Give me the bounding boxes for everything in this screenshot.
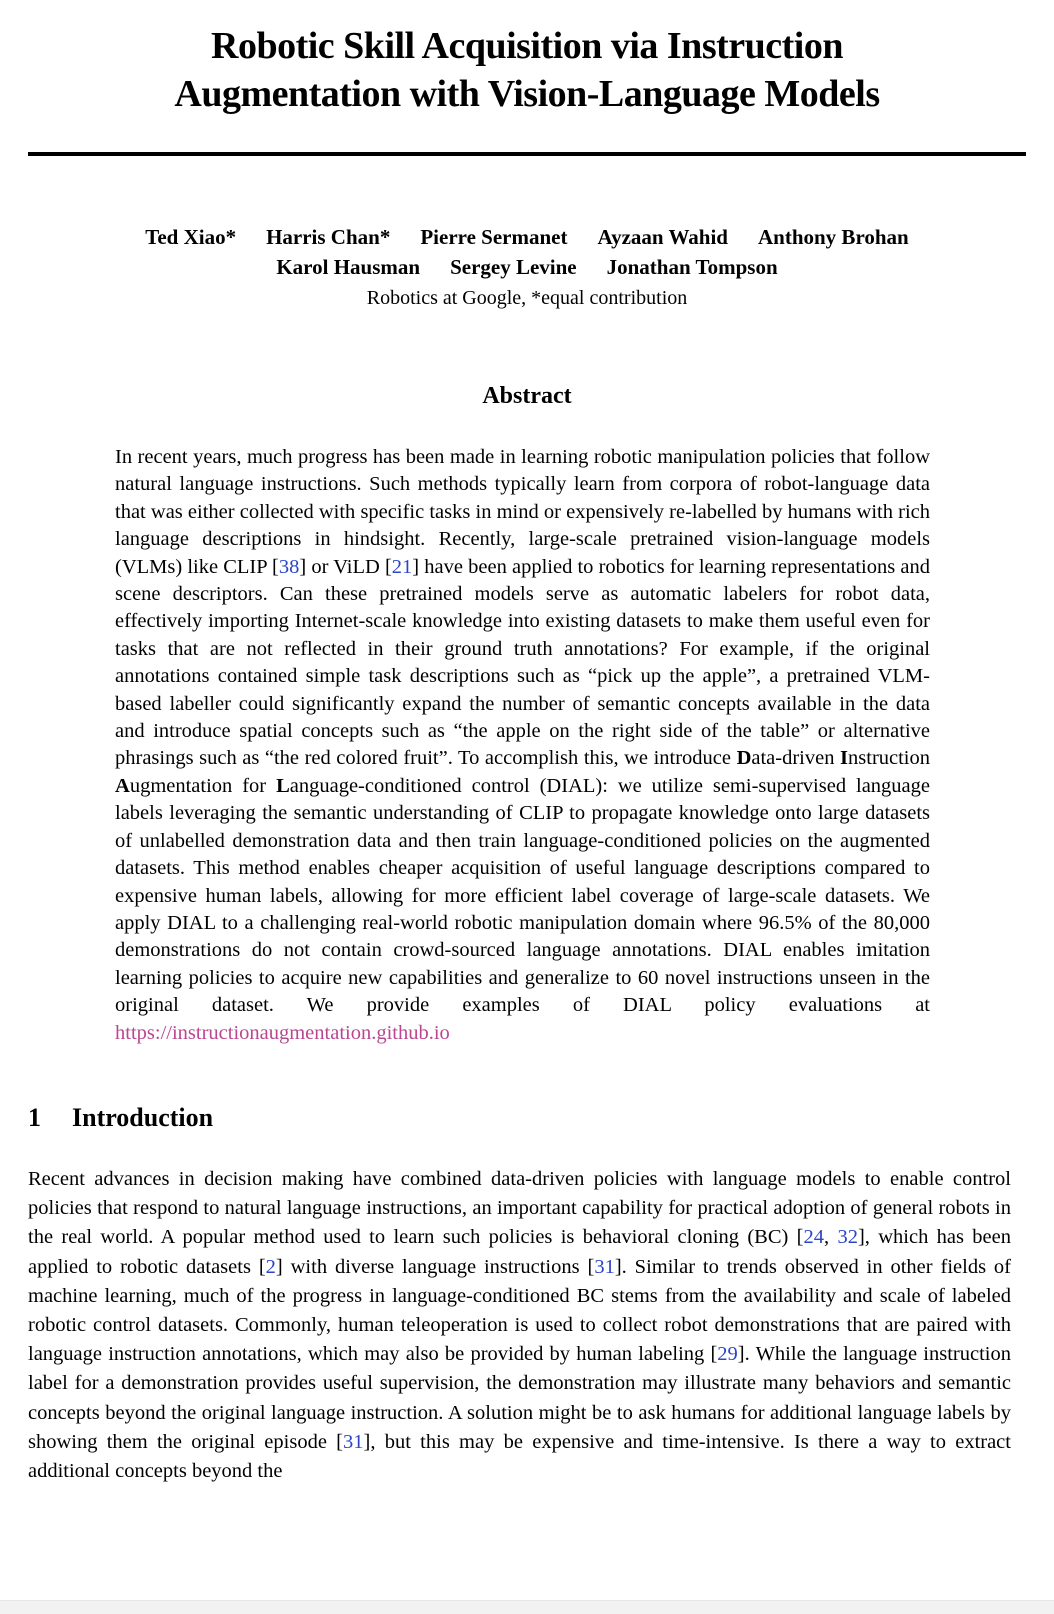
author-name: Karol Hausman	[276, 255, 421, 279]
paper-page	[0, 22, 1054, 1614]
text-run: L	[276, 774, 290, 797]
paper-title-line-2: Augmentation with Vision-Language Models	[174, 73, 880, 115]
paper-title	[0, 22, 1054, 118]
citation-ref[interactable]: 21	[391, 555, 413, 578]
author-name: Pierre Sermanet	[420, 225, 568, 249]
author-name: Anthony Brohan	[757, 225, 909, 249]
bottom-page-edge	[0, 1600, 1054, 1614]
text-run: ]. While the language instruction label for a demonstration provides useful supervision, the demonstration may illustrate many behaviors and semantic concepts beyond the original language instruction. A solution might be to ask humans for additional language labels by showing them the original episode [	[28, 1343, 1011, 1453]
text-run: Recent advances in decision making have combined data-driven policies with language models to enable control policies that respond to natural language instructions, an important capability for practical adoption of general robots in the real world. A popular method used to learn such policies is behavioral cloning (BC) [	[28, 1167, 1011, 1249]
citation-ref[interactable]: 32	[837, 1226, 858, 1249]
title-divider-rule	[28, 152, 1026, 156]
text-run: ata-driven	[751, 747, 841, 770]
text-run: I	[840, 747, 849, 770]
author-name: Ayzaan Wahid	[597, 225, 728, 249]
text-run: D	[736, 747, 752, 770]
citation-ref[interactable]: 31	[343, 1430, 364, 1453]
citation-ref[interactable]: 24	[803, 1226, 825, 1249]
text-run: ], but this may be expensive and time-intensive. Is there a way to extract additional concepts beyond the	[28, 1430, 1011, 1482]
text-run: ]. Similar to trends observed in other fields of machine learning, much of the progress in language-conditioned BC stems from the availability and scale of labeled robotic control datasets. Commonly, human teleoperation is used to collect robot demonstrations that are paired with language instruction annotations, which may also be provided by human labeling [	[28, 1255, 1012, 1366]
authors-row-2	[0, 252, 1054, 282]
introduction-paragraph	[28, 1165, 1011, 1486]
citation-ref[interactable]: 2	[265, 1255, 276, 1278]
paper-title-line-1: Robotic Skill Acquisition via Instruction	[211, 25, 843, 67]
text-run: ] have been applied to robotics for learning representations and scene descriptors. Can these pretrained models serve as automatic labelers for robot data, effectively importing Internet-scale knowledge into existing datasets to make them useful even for tasks that are not reflected in their ground truth annotations? For example, if the original annotations contained simple task descriptions such as “pick up the apple”, a pretrained VLM-based labeller could significantly expand the number of semantic concepts available in the data and introduce spatial concepts such as “the apple on the right side of the table” or alternative phrasings such as “the red colored fruit”. To accomplish this, we introduce	[115, 555, 930, 770]
text-run: ugmentation for	[129, 774, 277, 797]
text-run: ] with diverse language instructions [	[275, 1255, 595, 1278]
text-run: In recent years, much progress has been made in learning robotic manipulation policies that follow natural language instructions. Such methods typically learn from corpora of robot-language data that was either collected with specific tasks in mind or expensively re-labelled by humans with rich language descriptions in hindsight. Recently, large-scale pretrained vision-language models (VLMs) like CLIP [	[115, 446, 930, 578]
external-link[interactable]: https://instructionaugmentation.github.io	[115, 1021, 450, 1044]
text-run: nstruction	[848, 747, 931, 770]
citation-ref[interactable]: 31	[594, 1255, 615, 1278]
author-name: Jonathan Tompson	[606, 255, 778, 279]
text-run: anguage-conditioned control (DIAL): we utilize semi-supervised language labels leveraging the semantic understanding of CLIP to propagate knowledge onto large datasets of unlabelled demonstration data and then train language-conditioned policies on the augmented datasets. This method enables cheaper acquisition of useful language descriptions compared to expensive human labels, allowing for more efficient label coverage of large-scale datasets. We apply DIAL to a challenging real-world robotic manipulation domain where 96.5% of the 80,000 demonstrations do not contain crowd-sourced language annotations. DIAL enables imitation learning policies to acquire new capabilities and generalize to 60 novel instructions unseen in the original dataset. We provide examples of DIAL policy evaluations at	[115, 774, 930, 1017]
section-heading-introduction	[28, 1103, 1054, 1133]
authors-block	[0, 222, 1054, 312]
text-run: ] or ViLD [	[299, 555, 392, 578]
affiliation-line: Robotics at Google, *equal contribution	[366, 287, 688, 309]
author-name: Ted Xiao*	[145, 225, 237, 249]
section-number: 1	[28, 1102, 41, 1132]
author-name: Harris Chan*	[266, 225, 391, 249]
section-title: Introduction	[72, 1102, 214, 1132]
text-run: ], which has been applied to robotic datasets [	[28, 1226, 1012, 1278]
abstract-heading: Abstract	[482, 383, 572, 409]
citation-ref[interactable]: 29	[717, 1343, 738, 1366]
citation-ref[interactable]: 38	[278, 555, 300, 578]
text-run: ,	[824, 1226, 838, 1249]
author-name: Sergey Levine	[450, 255, 577, 279]
authors-row-1	[0, 222, 1054, 252]
text-run: A	[115, 774, 130, 797]
abstract-paragraph	[115, 444, 930, 1047]
